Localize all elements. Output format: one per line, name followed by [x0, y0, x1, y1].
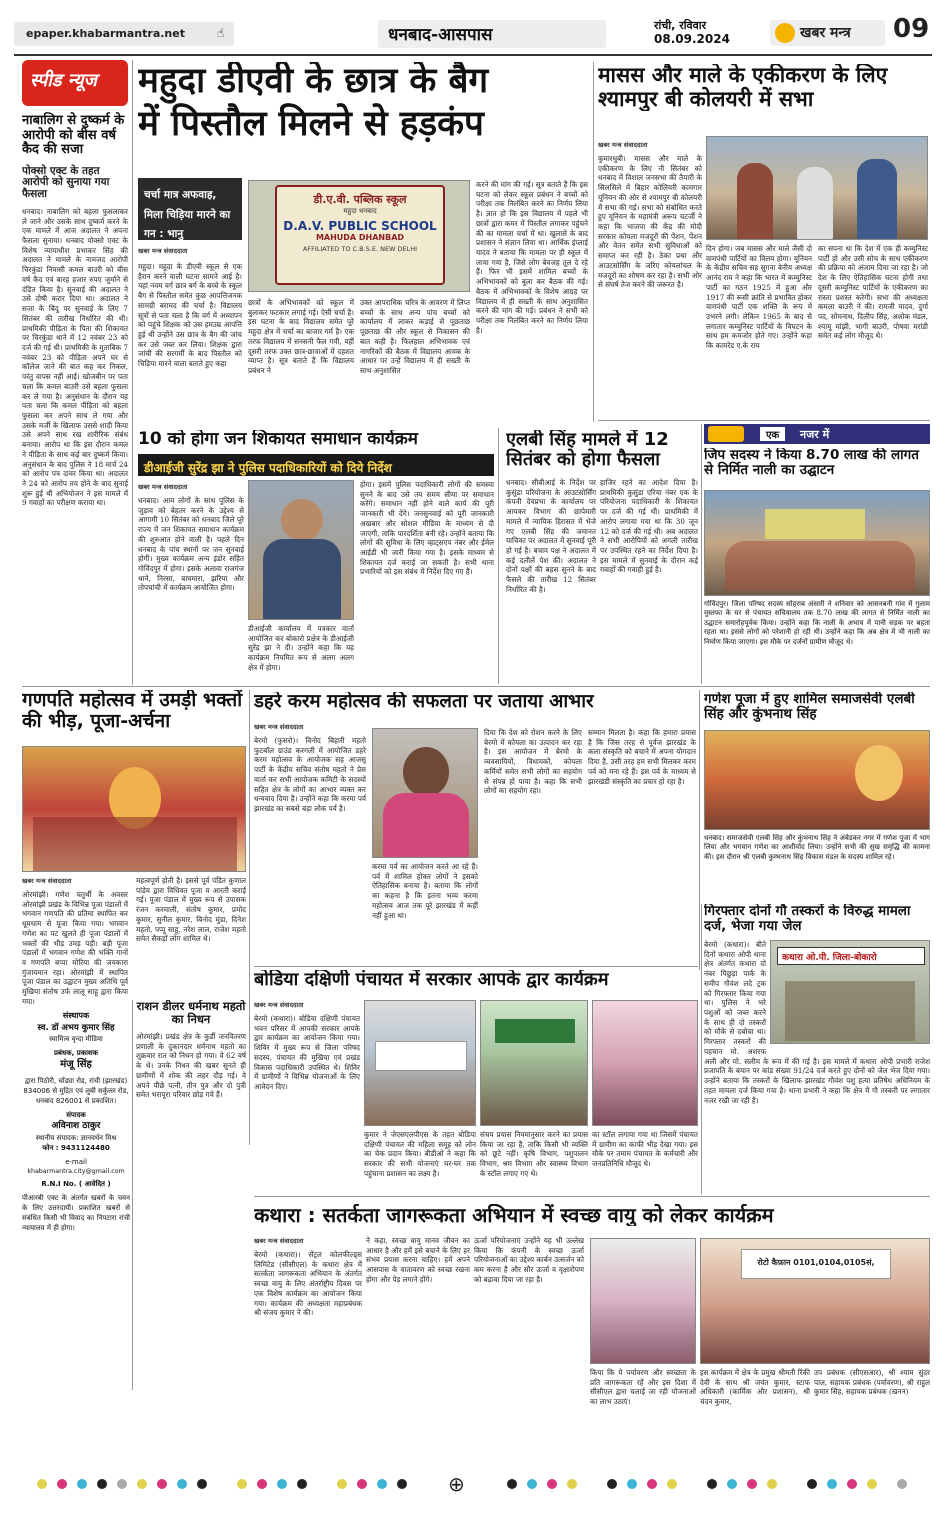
school-sign-name: D.A.V. PUBLIC SCHOOL — [283, 219, 437, 233]
dav-headline-line1: महुदा डीएवी के छात्र के बैग — [138, 62, 489, 101]
bodiya-col-3: संचय प्रयास नियमानुसार करने का प्रयास किया जा रहा है, ताकि किसी भी व्यक्ति को छूटे नहीं। कृषि विभाग, पशुपालन विभाग, श्रम विभाग और स्वास्थ्य विभाग के स्टॉल लगाए गए थे। — [480, 1130, 588, 1178]
kathara-col-4: किया कि ये पर्यावरण और स्वच्छता के प्रति जागरूकता रहें और इस दिशा में सीसीएल द्वारा चलाई जा रही योजनाओं का लाभ उठाएं। — [590, 1368, 696, 1407]
page-number: 09 — [893, 14, 930, 44]
registration-dots-left — [37, 1479, 407, 1489]
masas-meeting-photo — [706, 136, 928, 240]
janshikayat-col-1: धनबाद। आम लोगों के साथ पुलिस के जुड़ाव को बेहतर करने के उद्देश्य से आगामी 10 सितंबर को धनबाद जिले पूरे राज्य में जन शिकायत समाधान कार्यक्रम की शुरुआत होने वाली है। पहले दिन धनबाद के पांच स्थानों पर जन सुनवाई होगी। मुख्य कार्यक्रम अन्य इंडोर सहित गोविंदपुर में होगा। इसके अलावा राजगंज थाने, निरसा, बाघमारा, झरिया और तोपचांची में कार्यक्रम आयोजित होगा। — [138, 496, 244, 593]
footer-registration-strip — [22, 1470, 932, 1500]
janshikayat-byline — [138, 482, 244, 494]
karam-headline: डहरे करम महोत्सव की सफलता पर जताया आभार — [254, 692, 594, 712]
masas-byline — [598, 140, 708, 152]
smuggler-headline: गिरफ्तार दोनों गौ तस्करों के विरुद्ध मामला दर्ज, भेजा गया जेल — [704, 904, 911, 935]
bodiya-headline: बोडिया दक्षिणी पंचायत में सरकार आपके द्वार कार्यक्रम — [254, 970, 609, 990]
kathara-program-photo-2 — [700, 1238, 930, 1364]
bodiya-right-rule — [701, 904, 702, 1194]
bodiya-camp-photo-2 — [480, 1000, 588, 1126]
janshikayat-subhead-box — [138, 454, 494, 476]
bodiya-top-rule — [254, 966, 698, 967]
smuggler-body: बेरमो (कथारा)। बीते दिनों कथारा ओपी थाना क्षेत्र अंतर्गत कथारा दो नंबर पिछुड़ा पार्क के समीप गौवंश लदे ट्रक को गिरफ्तार किया गया था। पुलिस ने भरे पशुओं को जब्त करने के साथ ही दो तस्करों को मौके से दबोचा था। गिरफ्तार तस्करों की पहचान मो. अशरफ अली और मो. सलीम के रूप में की गई है। इस मामले में कथारा ओपी प्रभारी राजेश प्रजापति के बयान पर कांड संख्या 91/24 दर्ज करते हुए दोनों को जेल भेज दिया गया। उन्होंने बताया कि तस्करों के खिलाफ झारखंड गौवंश पशु हत्या प्रतिषेध अधिनियम के तहत मामला दर्ज किया गया है। थाना प्रभारी ने कहा कि क्षेत्र में गौ तस्करी पर लगातार नजर रखी जा रही है। — [704, 940, 930, 1105]
imprint-editor: अविनाश ठाकुर — [51, 1121, 101, 1132]
janshikayat-subhead: डीआईजी सुरेंद्र झा ने पुलिस पदाधिकारियों को दिये निर्देश — [144, 461, 392, 475]
ganesh-puja-body: धनबाद। समाजसेवी एलबी सिंह और कुंभनाथ सिंह ने अंबेडकर नगर में गणेश पूजा में भाग लिया और भगवान गणेश का आशीर्वाद लिया। उन्होंने सभी की सुख समृद्धि की कामना की। इस दौरान श्री एलबी कुम्भनाथ सिंह विकास मंडल के सदस्य शामिल रहे। — [704, 834, 930, 861]
kathara-col-2: ने कहा, स्वच्छ वायु मानव जीवन का आधार है और हमें इसे बचाने के लिए हर संभव प्रयास करना चाहिए। हमें अपने आसपास के वातावरण को स्वच्छ रखना होगा और पेड़ लगाने होंगे। — [366, 1236, 470, 1284]
bodiya-col-2: कुमार ने जेएसएलपीएस के तहत बोडिया दक्षिणी पंचायत की महिला समूह को लोन का चेक प्रदान किया। बीडीओ ने कहा कि सरकार की सभी योजनाएं घर-घर तक पहुंचाना प्रशासन का लक्ष्य है। — [364, 1130, 476, 1178]
imprint-rni: R.N.I No. ( आवेदित ) — [41, 1179, 111, 1188]
imprint-box — [22, 1010, 130, 1390]
dav-masas-rule — [593, 62, 594, 422]
masas-col-3: का सपना था कि देश में एक ही कम्युनिस्ट पार्टी हो और उसी सोच के साथ एकीकरण की प्रक्रिया को अंजाम दिया जा रहा है। जो देश के लिए ऐतिहासिक घटना होगी तथा दूसरी कम्युनिस्ट पार्टियों के एकीकरण का रास्ता प्रशस्त करेगी। सभा की अध्यक्षता कमला बाउरी ने की। रामजी यादव, दुर्गा पद, सोमनाथ, दिलीप सिंह, अशोक मंडल, श्यामू मांझी, भागी बाउरी, पोषवा मरांडी समेत कई लोग मौजूद थे। — [818, 244, 928, 341]
ek-nazar-label-left: एक — [760, 427, 785, 441]
lb-nazar-rule — [701, 424, 702, 684]
karam-speaker-photo — [372, 728, 478, 858]
section-title: धनबाद-आसपास — [388, 25, 493, 45]
brand-name: खबर मन्त्र — [800, 25, 851, 41]
imprint-email[interactable]: khabarmantra.city@gmail.com — [27, 1167, 125, 1175]
kathara-op-label: कथारा ओ.पी. जिला-बोकारो — [782, 953, 877, 963]
masas-col-2: दिन होगा। जब मासस और माले जैसी दो वामपंथी पार्टियों का विलय होगा। यूनियन के केंद्रीय सचिव सह सुगना बेनीय अध्यक्ष आनंद राम ने कहा कि भारत में कम्युनिस्ट पार्टी का गठन 1925 में हुआ और 1917 की रूसी क्रांति से प्रभावित होकर वामपंथी पार्टी एक शक्ति के रूप में उभरने लगी। लेकिन 1965 के बाद से लगातार कम्युनिस्ट पार्टियों के विघटन के साथ हम कमजोर होते गए। उन्होंने कहा कि कामरेड ए.के राय — [706, 244, 812, 351]
speed-news-badge — [22, 60, 128, 106]
ration-headline: राशन डीलर धर्मनाथ महतो का निधन — [136, 1000, 246, 1026]
school-sign-place: MAHUDA DHANBAD — [315, 233, 405, 242]
speed-news-column — [22, 60, 128, 680]
janshikayat-col-2: डीआईजी कार्यालय में पत्रकार वार्ता आयोजित कर बोकारो प्रक्षेत्र के डीआईजी सुरेंद्र झा ने दी। उन्होंने कहा कि यह कार्यक्रम नियमित रूप से अलग अलग क्षेत्र में होगा। — [248, 624, 354, 672]
kathara-headline: कथारा : सतर्कता जागरूकता अभियान में स्वच्छ वायु को लेकर कार्यक्रम — [254, 1204, 774, 1227]
karam-right-rule — [699, 690, 700, 970]
ganesh-puja-headline: गणेश पूजा में हुए शामिल समाजसेवी एलबी सिंह और कुंभनाथ सिंह — [704, 692, 915, 723]
imprint-email-label: e-mail — [65, 1157, 87, 1166]
brand-box — [770, 20, 885, 46]
kathara-photo-banner: रोटो कैफ़ान 0101,0104,0105सं, — [757, 1258, 875, 1267]
site-url[interactable]: epaper.khabarmantra.net — [26, 27, 185, 40]
karam-col-4: सम्मान मिलता है। कहा कि हमारा प्रयास है कि जिस तरह से पूर्वज झारखंड के कला संस्कृति को बचाने में अपना योगदान दिया है, उसी तरह हम सभी मिलकर करम पर्व को मना रहे हैं। इस पर्व के माध्यम से झारखंडी संस्कृति का प्रचार हो रहा है। — [588, 728, 696, 786]
karam-col-1: बेरमो (फुसरो)। विनोद बिहारी महतो फुटबॉल ग्राउंड करगली में आयोजित डहरे करम महोत्सव के आयोजक सह आजसू पार्टी के केंद्रीय सचिव संतोष महतो ने प्रेस वार्ता कर सभी आयोजक कमिटी के सदस्यों सहित क्षेत्र के लोगों का आभार व्यक्त कर धन्यवाद दिया है। उन्होंने कहा कि करमा पर्व झारखंड का सबसे बड़ा लोक पर्व है। — [254, 736, 366, 814]
masthead — [0, 0, 945, 58]
header-date: 08.09.2024 — [654, 32, 730, 46]
kathara-byline-text: खबर मन्त्र संवाददाता — [254, 1237, 304, 1245]
masas-byline-text: खबर मन्त्र संवाददाता — [598, 141, 648, 149]
bodiya-camp-photo-3 — [592, 1000, 698, 1126]
dav-quote-box — [138, 178, 242, 240]
kathara-program-photo-1 — [590, 1238, 696, 1364]
dav-quote-text: चर्चा मात्र अफवाह, मिला चिड़िया मारने का गन : भानु — [144, 189, 231, 240]
imprint-publisher: मंजू सिंह — [60, 1059, 92, 1071]
dav-headline-line2: में पिस्तौल मिलने से हड़कंप — [138, 104, 484, 145]
kathara-col-3: ऊर्जा परियोजनाएं उन्होंने यह भी उल्लेख किया कि कंपनी के स्वच्छ ऊर्जा परियोजनाओं का उद्देश्य कार्बन उत्सर्जन को कम करना है और सौर ऊर्जा व वृक्षारोपण को बढ़ावा दिया जा रहा है। — [474, 1236, 584, 1284]
school-sign-sub: महुदा धनबाद — [343, 207, 377, 215]
ganpati-pandal-photo — [22, 746, 246, 872]
bodiya-byline-text: खबर मन्त्र संवाददाता — [254, 1001, 304, 1009]
imprint-title: संस्थापक — [62, 1011, 90, 1020]
school-sign-hindi: डी.ए.वी. पब्लिक स्कूल — [313, 193, 407, 206]
janshikayat-col-3: होगा। इसमें पुलिस पदाधिकारी लोगों की समस्या सुनने के बाद उसे तय समय सीमा पर समाधान करेंगे। समाधान नहीं होने वाले कार्य की पूरी जानकारी भी देंगे। जनसुनवाई को पूरी जानकारी अखबार और सोशल मीडिया के माध्यम से दी जाएगी, ताकि पारदर्शिता बनी रहे। उन्होंने बताया कि लोगों की सुविधा के लिए व्हाट्सएप नंबर और ईमेल आईडी भी जारी किया गया है। इसके माध्यम से शिकायत दर्ज कराई जा सकती है। सभी थाना प्रभारियों को इस संबंध में निर्देश दिए गए हैं। — [360, 480, 494, 577]
karam-col-3: दिया कि देश को रोशन करने के लिए बेरमो में कोयला का उत्पादन कर रहा है। इस आयोजन में बेरमो के व्यवसायियों, विधायकों, कोयला कर्मियों समेत सभी लोगों का सहयोग से संपन्न हो पाया है। कहा कि सभी लोगों का सहयोग रहा। — [484, 728, 582, 796]
kathara-top-rule — [254, 1196, 930, 1197]
center-registration-mark: ⊕ — [448, 1472, 465, 1496]
ganpati-col-1: ओरमांझी। गणेश चतुर्थी के अवसर ओरमांझी प्रखंड के विभिन्न पूजा पंडालों में भगवान गणपति की प्रतिमा स्थापित कर धूमधाम से पूजा किया गया। भगवान गणेश का पट खुलते ही पूजा पंडालों में भक्तों की भीड़ उमड़ पड़ी। बड़ी पूजा पंडालों में भगवान गणेश की भक्ति गानों व गणपति बप्पा मोरिया की जयकारा गुंजायमान रहा। ओरमांझी में स्थापित पूजा पंडाल का उद्घाटन मुख्य अतिथि पूर्व मुखिया संतोष उर्फ लालू साहू द्वारा किया गया। — [22, 890, 128, 1006]
masas-bottom-rule — [598, 420, 930, 421]
masas-headline: मासस और माले के एकीकरण के लिए श्यामपुर बी कोलयरी में सभा — [598, 64, 888, 111]
karam-byline-text: खबर मन्त्र संवाददाता — [254, 723, 304, 731]
mid-top-rule — [22, 686, 930, 687]
janshikayat-lb-rule — [498, 428, 499, 684]
speed-news-headline: नाबालिग से दुष्कर्म के आरोपी को बीस वर्ष कैद की सजा — [22, 113, 125, 158]
masas-col-1: कुमारधुबी। मासस और माले के एकीकरण के लिए नौ सितंबर को धनबाद में विशाल जनसभा की तैयारी के सिलसिले में बिहार कोलियरी कामगार यूनियन की ओर से श्यामपुर बी कोलयरी में सभा की गई। सभा को संबोधित करते हुए यूनियन के महामंत्री अरूप चटर्जी ने कहा कि भाजपा की केंद्र की मोदी सरकार कोयला मजदूरों की पेंशन, पेंशन और वेतन समेत सभी सुविधाओं को समाप्त कर रही है। ठेका प्रथा और आउटसोर्सिंग के जरिए कोयलांचल के मजदूरों का शोषण कर रहा है। सभी ओर से संघर्ष तेज करने की जरूरत है। — [598, 154, 702, 290]
header-rule — [14, 54, 932, 56]
imprint-owner: स्वामित्व वृन्दा मीडिया — [49, 1034, 103, 1043]
speed-news-subhead: पोक्सो एक्ट के तहत आरोपी को सुनाया गया फैसला — [22, 164, 110, 201]
imprint-address: द्वारा पिठोरी, चोंड्या रोड, रांची (झारखंड) 834006 से मुद्रित एवं लुबी सर्कुलर रोड, धनबाद 826001 से प्रकाशित। — [23, 1076, 129, 1105]
dav-col-2: छात्रों के अभिभावकों को स्कूल में बुलाकर फटकार लगाई गई। ऐसी चर्चा है। इस घटना के बाद विद्यालय समेत पूरे महुदा क्षेत्र में चर्चा का बाजार गर्म है। एक तरफ विद्यालय में सनसनी फैल गयी, वहीं दूसरी तरफ उक्त छात्र-छात्राओं में दहशत व्याप्त है। सूत्र बताते हैं कि विद्यालय प्रबंधन ने — [248, 298, 354, 376]
kathara-byline — [254, 1236, 364, 1248]
ek-nazar-label-right: नजर में — [800, 428, 830, 441]
janshikayat-headline: 10 को होगा जन शिकायत समाधान कार्यक्रम — [138, 430, 418, 449]
bodiya-col-1: बेरमो (कथारा)। बोडिया दक्षिणी पंचायत भवन परिसर में आपकी सरकार आपके द्वार कार्यक्रम का आयोजन किया गया। शिविर में मुख्य रूप से जिला परिषद सदस्य, पंचायत की मुखिया एवं प्रखंड विकास पदाधिकारी उपस्थित थे। शिविर में ग्रामीणों ने विभिन्न योजनाओं के लिए आवेदन दिए। — [254, 1014, 360, 1092]
drain-inauguration-photo — [704, 490, 930, 596]
left-column-rule — [132, 60, 133, 685]
ek-nazar-banner — [704, 424, 930, 444]
section-bar — [378, 20, 606, 48]
kathara-col-5: इस कार्यक्रम में क्षेत्र के प्रमुख श्रीमती रिंकी देवी के साथ श्री जयंत कुमार, स्टाफ अधिकारी (कार्मिक और प्रशासन), श्री चंदन कुमार, — [700, 1368, 810, 1407]
registration-marks — [22, 1470, 932, 1500]
lb-singh-headline: एलबी सिंह मामले में 12 सितंबर को होगा फैसला — [506, 430, 669, 471]
dav-byline-text: खबर मन्त्र संवाददाता — [138, 247, 188, 255]
dav-col-4: करने की मांग की गई। सूत्र बताते हैं कि इस घटना को लेकर स्कूल प्रबंधन ने बच्चों को परीक्षा तक निलंबित करने का निर्णय लिया है। ज्ञात हो कि इस विद्यालय में पहले भी छात्रों द्वारा कमर में पिस्तौल लगाकर पहुंचने की का मामला चर्चा में था। खुलासे के बाद प्रशासन ने संज्ञान लिया था। आर्थिक इंप्लाई यादव ने बताया कि मामला पर ही स्कूल में लाया गया है, जिसे लोग बेवजह तूल दे रहे हैं। फिर भी इसमें शामिल बच्चों के अभिभावकों को बुला कर बैठक की गई। बैठक में अभिभावकों के विशेष आग्रह पर विद्यालय में ही सख्ती के साथ अनुशासित करने की मांग की गई। प्रबंधन ने सभी को परीक्षा तक निलंबित करने का निर्णय लिया है। — [476, 180, 588, 335]
imprint-phone: फोन : 9431124480 — [42, 1144, 110, 1153]
ek-nazar-icon — [708, 426, 744, 442]
ganpati-karam-rule — [249, 690, 250, 1145]
kathara-col-6: उप प्रबंधक (सीएसआर), श्री श्याम सुंदर पाल, सहायक प्रबंधक (पर्यावरण), श्री राहुल कुमार सिंह, सहायक प्रबंधक (खनन) — [814, 1368, 930, 1397]
bodiya-col-4: का स्टॉल लगाया गया था जिसमें पंचायत में ग्रामीण का काफी भीड़ देखा गया। इस मौके पर तमाम पंचायत के कर्मचारी और जनप्रतिनिधि मौजूद थे। — [592, 1130, 698, 1169]
dig-photo — [248, 480, 354, 620]
cursor-icon: ☝ — [217, 26, 225, 40]
lb-singh-col-2: हाजिर रहने का आदेश दिया है। प्राथमिकी कुसुंडा एरिया नंबर एक के परियोजना पदाधिकारी के शिकायत पर दर्ज की गई थी। प्राथमिकी में आरोप लगाया गया था कि 30 जून 12 को दर्ज की गई थी। अब अदालत ने सभी आरोपियों को अगली तारीख पर उपस्थित रहने का निर्देश दिया है। इस मामले में सुनवाई के दौरान कई गवाहों की गवाही हुई है। — [600, 478, 698, 575]
dav-byline — [138, 246, 242, 258]
lb-singh-col-1: धनबाद। सीबीआई के निर्देश पर कुसुंडा परियोजना के आउटसोर्सिंग कंपनी देवप्रभा के कार्यालय पर आयकर विभाग की छापेमारी मामले में न्यायिक हिरासत में भेजे गए एलबी सिंह की जमानत याचिका पर अदालत में सुनवाई पूरी हो गई है। बचाव पक्ष ने अदालत में कई दलीलें पेश कीं। अदालत ने दोनों पक्षों की बहस सुनने के बाद फैसले की तारीख 12 सितंबर निर्धारित की है। — [506, 478, 596, 594]
bodiya-byline — [254, 1000, 364, 1012]
speed-news-body: धनबाद। नाबालिग को बहला फुसलाकर ले जाने और उसके साथ दुष्कर्म करने के एक मामले में आज अदालत ने अपना फैसला सुनाया। धनबाद पोक्सो एक्ट के विशेष न्यायाधीश प्रभाकर सिंह की अदालत ने मामले के नामजद आरोपी चिरकुंडा निवासी कमल बाउरी को बीस वर्ष कैद एवं बारह हजार रुपए जुर्माने से दंडित किया है। सुनवाई की अदालत ने उसे दोषी करार दिया था। अदालत ने सजा के बिंदु पर सुनवाई के लिए 7 सितंबर की तारीख निर्धारित की थी। प्राथमिकी पीड़िता के पिता की शिकायत पर चिरकुंडा थाने में 12 नवंबर 23 को दर्ज की गई थी। प्राथमिकी के मुताबिक 7 नवंबर 23 को पीड़िता अपने घर से कॉलेज जाने की बात कह कर निकल, परंतु वापस नहीं आई। खोजबीन पर पता चला कि कमल बाउरी उसे बहला फुसला कर ले गया है। अनुसंधान के दौरान यह पता चला कि कमल पीड़िता को बहला फुसला कर अपने साथ ले गया और उसके मर्जी के खिलाफ उससे शादी किया उसे अपने साथ रख शारीरिक संबंध बनाया। आरोप था कि इस दौरान कमल ने पीड़िता के साथ कई बार दुष्कर्म किया। अनुसंधान के बाद पुलिस ने 18 मार्च 24 को आरोप पत्र दायर किया था। अदालत ने 24 को आरोप तय होने के बाद सुनाई शुरू हुई थी अभियोजन ने इस मामले में 9 गवाहों का परीक्षण कराया था। — [22, 206, 128, 508]
kathara-col-1: बेरमो (कथारा)। सेंट्रल कोलफील्ड्स लिमिटेड (सीसीएल) के कथारा क्षेत्र में सतर्कता जागरूकता अभियान के अंतर्गत स्वच्छ वायु के लिए अंतर्राष्ट्रीय दिवस पर एक विशेष कार्यक्रम का आयोजन किया गया। कार्यक्रम की अध्यक्षता महाप्रबंधक श्री संजय कुमार ने की। — [254, 1250, 362, 1318]
imprint-disclaimer: पीआरबी एक्ट के अंतर्गत खबरों के चयन के लिए उत्तरदायी। प्रकाशित खबरों से संबंधित किसी भी विवाद का निपटारा रांची न्यायालय में ही होगा। — [22, 1193, 130, 1233]
ek-nazar-headline: जिप सदस्य ने किया 8.70 लाख की लागत से निर्मित नाली का उद्घाटन — [704, 448, 919, 479]
imprint-rule — [132, 1000, 133, 1390]
dav-col-1: महुदा। महुदा के डीएवी स्कूल से एक हैरान करने वाली घटना सामने आई है। यहां नवम वर्ग छात्र बर्ग के बच्चे के स्कूल बैग से पिस्तौल समेत कुछ आपत्तिजनक सामग्री बरामद की चर्चा है। विद्यालय सूत्रों से पता चला है कि वर्ग में अध्यापन को पहुंचे शिक्षक को उस हमउम्र आपत्ति हुई थी उन्होंने उस छात्र के बैग की जांच कर उसे जब्त कर लिया। शिक्षक द्वारा जांची की सरगर्मी के बाद पिस्तौल को चिड़िया मारने वाला बताते हुए कहा — [138, 262, 242, 369]
imprint-local-editor: स्थानीय संपादक: ज्ञानवर्धन मिश्र — [35, 1134, 117, 1143]
ganesh-puja-photo — [704, 730, 930, 830]
brand-logo-icon — [775, 23, 795, 43]
dav-col-3: उक्त आपराधिक चरित्र के आवरण में लिप्त बच्चों के साथ अन्य पांच बच्चों को कार्यालय में लाकर कड़ाई से पूछताछ पूछताछ की और स्कूल से निकासन की बात कही है। फिलहाल अभिभावक एवं नागरिकों की बैठक में विद्यालय आवक के आधार पर उन्हें विद्यालय में ही सख्ती के साथ अनुशासित — [360, 298, 470, 376]
imprint-editor-label: संपादक — [66, 1111, 86, 1120]
ganpati-col-2: महत्वपूर्ण होती है। इससे पूर्व पंडित कुणाल पांडेय द्वारा विधिवत पूजा व आरती कराई गई। पूजा पंडाल में मुख्य रूप से उपासक रंजन करमाली, संतोष कुमार, प्रमोद कुमार, सुनील कुमार, बिनोद मुंडा, दिनेश महतो, पप्पू साहू, नरेश लाल, राजेश महतो समेत सैकड़ों लोग शामिल थे। — [136, 876, 246, 944]
speed-news-badge-text: स्पीड न्यूज — [30, 70, 97, 91]
ganpati-byline — [22, 876, 128, 888]
janshikayat-byline-text: खबर मन्त्र संवाददाता — [138, 483, 188, 491]
ration-body: ओरमांझी। प्रखंड क्षेत्र के कुर्डी जनवितरण प्रणाली के दुकानदार धर्मनाथ महतो का शुक्रवार रात को निधन हो गया। वे 62 वर्ष के थे। उनके निधन की खबर सुनते ही ग्रामीणों में शोक की लहर दौड़ गई। वे अपने पीछे पत्नी, तीन पुत्र और दो पुत्री समेत भरापूरा परिवार छोड़ गये हैं। — [136, 1032, 246, 1100]
masthead-site-bar — [14, 22, 234, 46]
bodiya-camp-photo-1 — [364, 1000, 476, 1126]
karam-col-2: करमा पर्व का आयोजन करते आ रहे हैं। पर्व में शामिल होकर लोगों ने इसको ऐतिहासिक बनाया है। बताया कि लोगों का कहना है कि इतना भव्य करमा महोत्सव आज तक पूरे झारखंड में कहीं नहीं हुआ था। — [372, 862, 478, 920]
ganpati-byline-text: खबर मन्त्र संवाददाता — [22, 877, 72, 885]
header-place-day: रांची, रविवार — [654, 19, 707, 32]
imprint-founder: स्व. डॉ अभय कुमार सिंह — [37, 1022, 115, 1033]
dav-school-sign-photo — [248, 180, 470, 292]
school-sign-aff: AFFILIATED TO C.B.S.E. NEW DELHI — [302, 245, 418, 253]
registration-dots-right — [507, 1479, 907, 1489]
ganpati-headline: गणपति महोत्सव में उमड़ी भक्तों की भीड़, पूजा-अर्चना — [22, 690, 243, 733]
imprint-publisher-label: प्रबंधक, प्रकाशक — [53, 1049, 99, 1058]
ek-nazar-body: गोविंदपुर। जिला परिषद सदस्य सोहराब अंसारी ने शनिवार को आसनबनी गांव में गुलाम मुस्तफा के घर से पंचायत सचिवालय तक 8.70 लाख की लागत से निर्मित नाली का उद्घाटन समारोहपूर्वक किया। उन्होंने कहा कि नाली के अभाव में पानी सड़क पर बहता रहता था। इससे लोगों को परेशानी हो रही थी। उन्होंने कहा कि अब क्षेत्र में भी नाली का निर्माण किया जाएगा। इस मौके पर दर्जनों ग्रामीण मौजूद थे। — [704, 600, 930, 646]
smuggler-body-mask — [768, 938, 932, 1046]
karam-byline — [254, 722, 364, 734]
